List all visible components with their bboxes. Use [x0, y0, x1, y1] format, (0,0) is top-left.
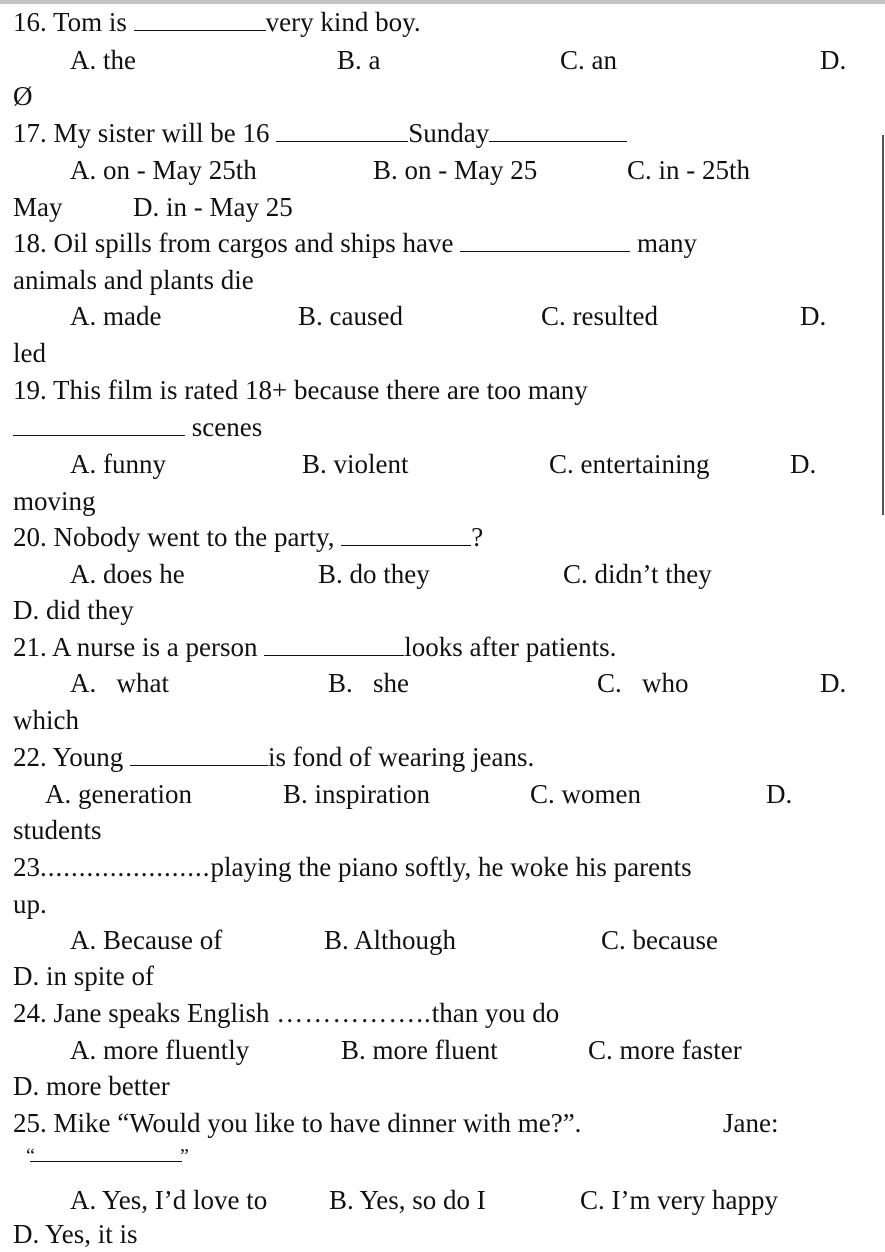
option-a[interactable]: A. more fluently	[70, 1035, 250, 1065]
option-d[interactable]: D. did they	[13, 595, 134, 625]
option-b[interactable]: B. violent	[302, 449, 409, 479]
stem-text: 22. Young	[13, 742, 131, 772]
option-d[interactable]: D. Yes, it is	[13, 1219, 138, 1249]
question-16-stem	[13, 4, 421, 40]
option-d[interactable]: D.	[820, 668, 847, 698]
option-c[interactable]: C. didn’t they	[563, 559, 712, 589]
question-25-stem: 25. Mike “Would you like to have dinner with me?”.	[13, 1108, 582, 1138]
question-22-stem	[13, 739, 534, 775]
option-d-text: Ø	[13, 81, 33, 111]
option-a[interactable]: A. what	[70, 668, 169, 698]
option-b[interactable]: B. do they	[318, 559, 430, 589]
option-c[interactable]: C. women	[530, 779, 641, 809]
question-23-stem-line2: up.	[13, 889, 47, 919]
stem-text: 24. Jane speaks English	[13, 998, 277, 1028]
option-b[interactable]: B. inspiration	[283, 779, 430, 809]
stem-text: many	[630, 228, 697, 258]
stem-text: 21. A nurse is a person	[13, 632, 265, 662]
option-c[interactable]: C. resulted	[541, 301, 658, 331]
question-19-stem-line2	[13, 409, 262, 445]
answer-blank	[460, 227, 630, 252]
option-c-text: May	[13, 192, 63, 222]
stem-text: ?	[471, 522, 484, 552]
quote-open: “	[26, 1145, 35, 1167]
option-c[interactable]: C. because	[601, 925, 718, 955]
option-b[interactable]: B. Yes, so do I	[329, 1185, 486, 1215]
stem-text: Sunday	[408, 118, 490, 148]
answer-blank	[130, 741, 268, 766]
question-20-stem	[13, 519, 483, 555]
stem-text: 23	[13, 852, 40, 882]
answer-blank	[276, 117, 408, 142]
option-a[interactable]: A. made	[70, 301, 162, 331]
option-c[interactable]: C. in - 25th	[627, 155, 751, 185]
question-24-stem	[13, 995, 559, 1031]
quote-close: ”	[180, 1145, 189, 1167]
answer-blank	[341, 521, 471, 546]
answer-blank	[134, 6, 266, 31]
answer-blank	[264, 631, 404, 656]
option-d-text: led	[13, 338, 46, 368]
question-21-stem	[13, 629, 616, 665]
option-a[interactable]: A. on - May 25th	[70, 155, 257, 185]
option-b[interactable]: B. a	[337, 45, 381, 75]
option-a[interactable]: A. generation	[45, 779, 192, 809]
option-d[interactable]: D. more better	[13, 1071, 170, 1101]
option-b[interactable]: B. caused	[298, 301, 403, 331]
option-a[interactable]: A. does he	[70, 559, 185, 589]
question-19-stem: 19. This film is rated 18+ because there are too many	[13, 375, 588, 405]
answer-blank	[13, 411, 185, 436]
option-b[interactable]: B. Although	[324, 925, 457, 955]
option-d[interactable]: D.	[766, 779, 793, 809]
stem-text: 17. My sister will be 16	[13, 118, 277, 148]
option-a[interactable]: A. Because of	[70, 925, 223, 955]
option-a[interactable]: A. the	[70, 45, 136, 75]
option-b[interactable]: B. more fluent	[341, 1035, 498, 1065]
answer-blank	[30, 1137, 182, 1162]
option-d[interactable]: D.	[820, 45, 847, 75]
answer-blank	[489, 117, 627, 142]
stem-text: looks after patients.	[404, 632, 617, 662]
stem-text: 16. Tom is	[13, 7, 134, 37]
question-17-stem	[13, 115, 627, 151]
stem-text: than you do	[431, 998, 560, 1028]
stem-text: scenes	[185, 412, 263, 442]
stem-text: very kind boy.	[265, 7, 421, 37]
answer-dots: ......................	[40, 852, 211, 882]
stem-text: 18. Oil spills from cargos and ships have	[13, 228, 461, 258]
option-a[interactable]: A. funny	[70, 449, 166, 479]
question-18-stem	[13, 225, 697, 261]
question-23-stem	[13, 849, 692, 885]
option-b[interactable]: B. she	[328, 668, 409, 698]
question-25-answer-line	[30, 1135, 182, 1171]
stem-text: is fond of wearing jeans.	[268, 742, 535, 772]
option-c[interactable]: C. an	[560, 45, 617, 75]
option-c[interactable]: C. who	[597, 668, 689, 698]
option-c[interactable]: C. entertaining	[549, 449, 710, 479]
stem-text: playing the piano softly, he woke his parents	[210, 852, 692, 882]
option-c[interactable]: C. I’m very happy	[580, 1185, 778, 1215]
option-d[interactable]: D. in - May 25	[133, 192, 293, 222]
question-25-speaker: Jane:	[723, 1108, 779, 1138]
answer-dots: ……………..	[276, 998, 432, 1028]
option-d-text: students	[13, 815, 102, 845]
page-edge-line	[882, 135, 884, 515]
option-d[interactable]: D.	[790, 449, 817, 479]
stem-text: 20. Nobody went to the party,	[13, 522, 342, 552]
option-d-text: moving	[13, 486, 96, 516]
option-b[interactable]: B. on - May 25	[373, 155, 538, 185]
option-d-text: which	[13, 705, 79, 735]
option-c[interactable]: C. more faster	[588, 1035, 742, 1065]
option-a[interactable]: A. Yes, I’d love to	[70, 1185, 268, 1215]
option-d[interactable]: D. in spite of	[13, 961, 154, 991]
question-18-stem-line2: animals and plants die	[13, 265, 254, 295]
option-d[interactable]: D.	[800, 301, 827, 331]
